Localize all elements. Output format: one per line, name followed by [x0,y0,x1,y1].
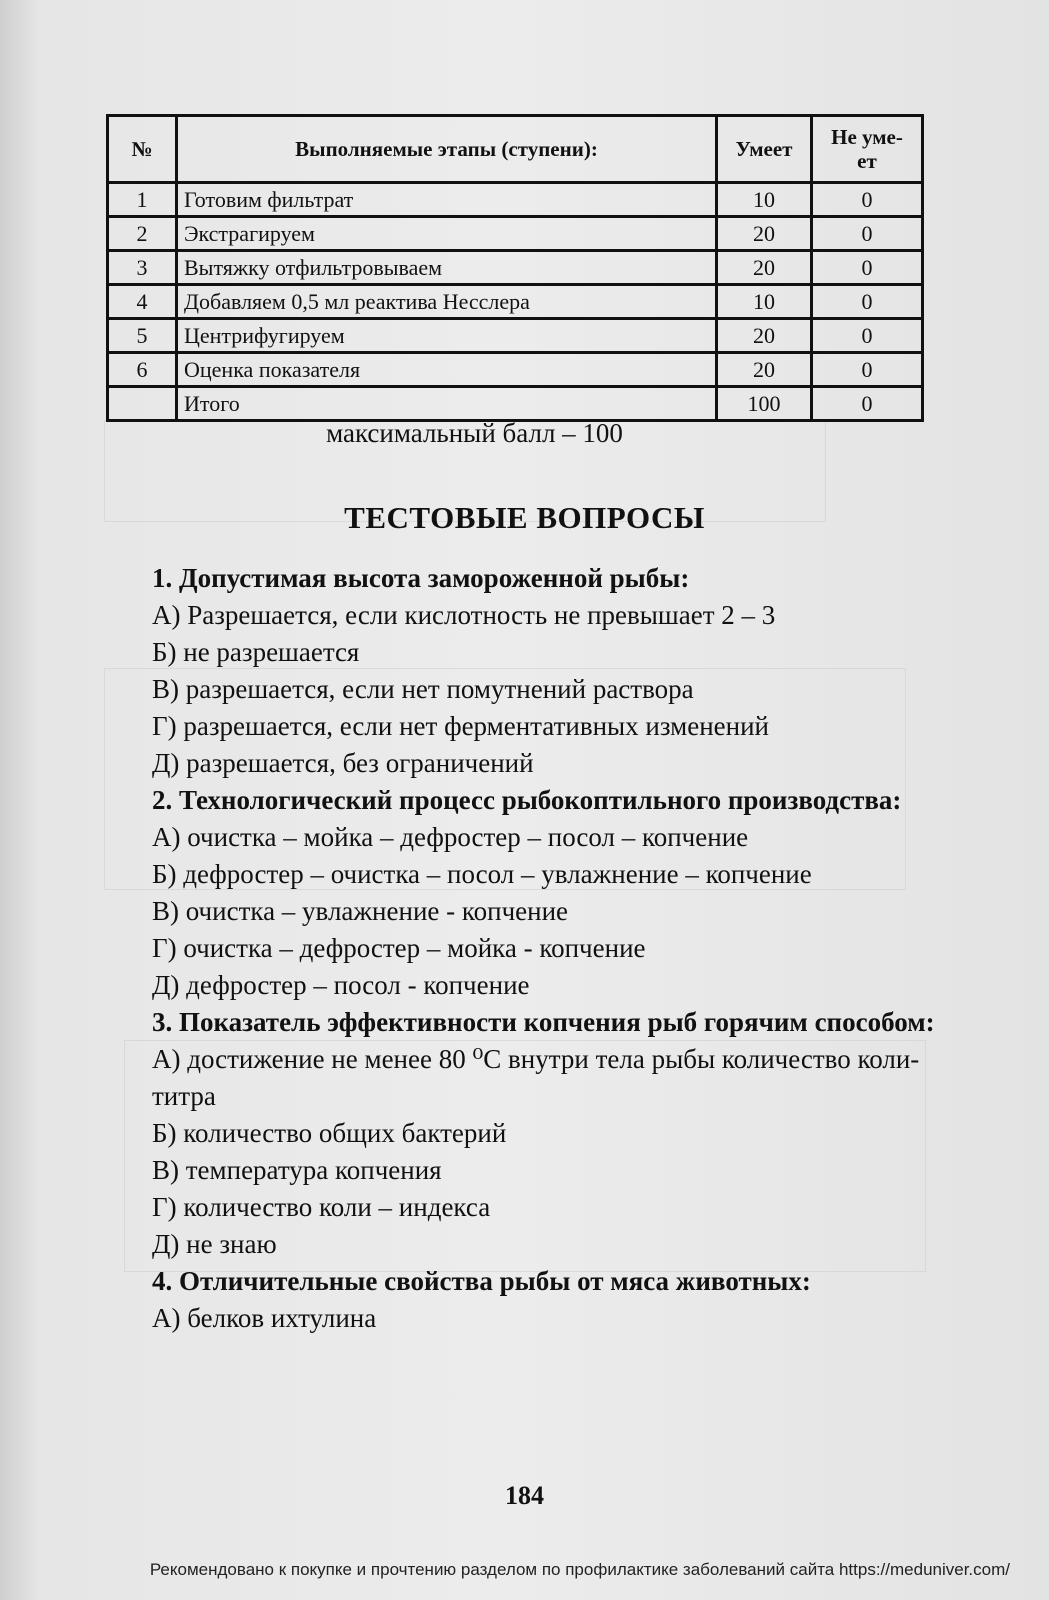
row-cannot: 0 [812,251,923,285]
question-text: 2. Технологический процесс рыбокоптильного производства: [152,785,902,815]
answer-option: Г) количество коли – индекса [152,1192,491,1222]
table-row [108,319,923,353]
row-step: Добавляем 0,5 мл реактива Несслера [177,285,717,319]
row-can: 10 [717,285,812,319]
row-step: Центрифугируем [177,319,717,353]
row-cannot: 0 [812,217,923,251]
row-number: 2 [108,217,177,251]
row-step: Готовим фильтрат [177,183,717,217]
table-total-row [108,387,923,421]
row-can: 20 [717,319,812,353]
answer-option: В) очистка – увлажнение - копчение [152,896,569,926]
answer-option: Д) разрешается, без ограничений [152,748,534,778]
answer-option: А) Разрешается, если кислотность не превышает 2 – 3 [152,600,776,630]
answer-option: Б) дефростер – очистка – посол – увлажнение – копчение [152,859,812,889]
row-number: 1 [108,183,177,217]
page-number: 184 [505,1481,544,1510]
row-number: 3 [108,251,177,285]
row-cannot: 0 [812,353,923,387]
table-row [108,217,923,251]
row-can: 100 [717,387,812,421]
question-block [118,560,938,1337]
answer-option: Б) не разрешается [152,637,360,667]
section-heading: ТЕСТОВЫЕ ВОПРОСЫ [344,500,705,535]
row-number: 5 [108,319,177,353]
row-step: Вытяжку отфильтровываем [177,251,717,285]
row-can: 20 [717,217,812,251]
table-row [108,183,923,217]
row-number [108,387,177,421]
row-can: 20 [717,251,812,285]
answer-option: Д) не знаю [152,1229,277,1259]
table-header-row [108,116,923,183]
question-text: 4. Отличительные свойства рыбы от мяса животных: [152,1266,811,1296]
table-row [108,251,923,285]
answer-option: Г) разрешается, если нет ферментативных изменений [152,711,769,741]
header-cannot: Не уме- ет [812,116,923,183]
question-text: 1. Допустимая высота замороженной рыбы: [152,563,690,593]
answer-option: Г) очистка – дефростер – мойка - копчение [152,933,646,963]
row-cannot: 0 [812,387,923,421]
row-cannot: 0 [812,285,923,319]
header-steps: Выполняемые этапы (ступени): [177,116,717,183]
row-cannot: 0 [812,319,923,353]
row-can: 10 [717,183,812,217]
row-step: Экстрагируем [177,217,717,251]
answer-option: Б) количество общих бактерий [152,1118,507,1148]
max-score-text: максимальный балл – 100 [326,418,623,448]
answer-option: А) белков ихтулина [152,1303,377,1333]
row-can: 20 [717,353,812,387]
footer-note: Рекомендовано к покупке и прочтению разделом по профилактике заболеваний сайта https://meduniver.com/ [149,1560,1010,1579]
question-text: 3. Показатель эффективности копчения рыб горячим способом: [152,1007,935,1037]
table-row [108,353,923,387]
max-score-caption [0,418,1049,449]
row-step: Оценка показателя [177,353,717,387]
answer-option: В) температура копчения [152,1155,442,1185]
header-can: Умеет [717,116,812,183]
answer-option: Д) дефростер – посол - копчение [152,970,530,1000]
answer-option: А) достижение не менее 80 ⁰С внутри тела рыбы количество коли-титра [152,1044,920,1111]
answer-option: А) очистка – мойка – дефростер – посол – копчение [152,822,749,852]
header-number: № [108,116,177,183]
answer-option: В) разрешается, если нет помутнений раствора [152,674,694,704]
row-cannot: 0 [812,183,923,217]
row-step: Итого [177,387,717,421]
row-number: 6 [108,353,177,387]
table-row [108,285,923,319]
steps-table [106,114,924,422]
row-number: 4 [108,285,177,319]
